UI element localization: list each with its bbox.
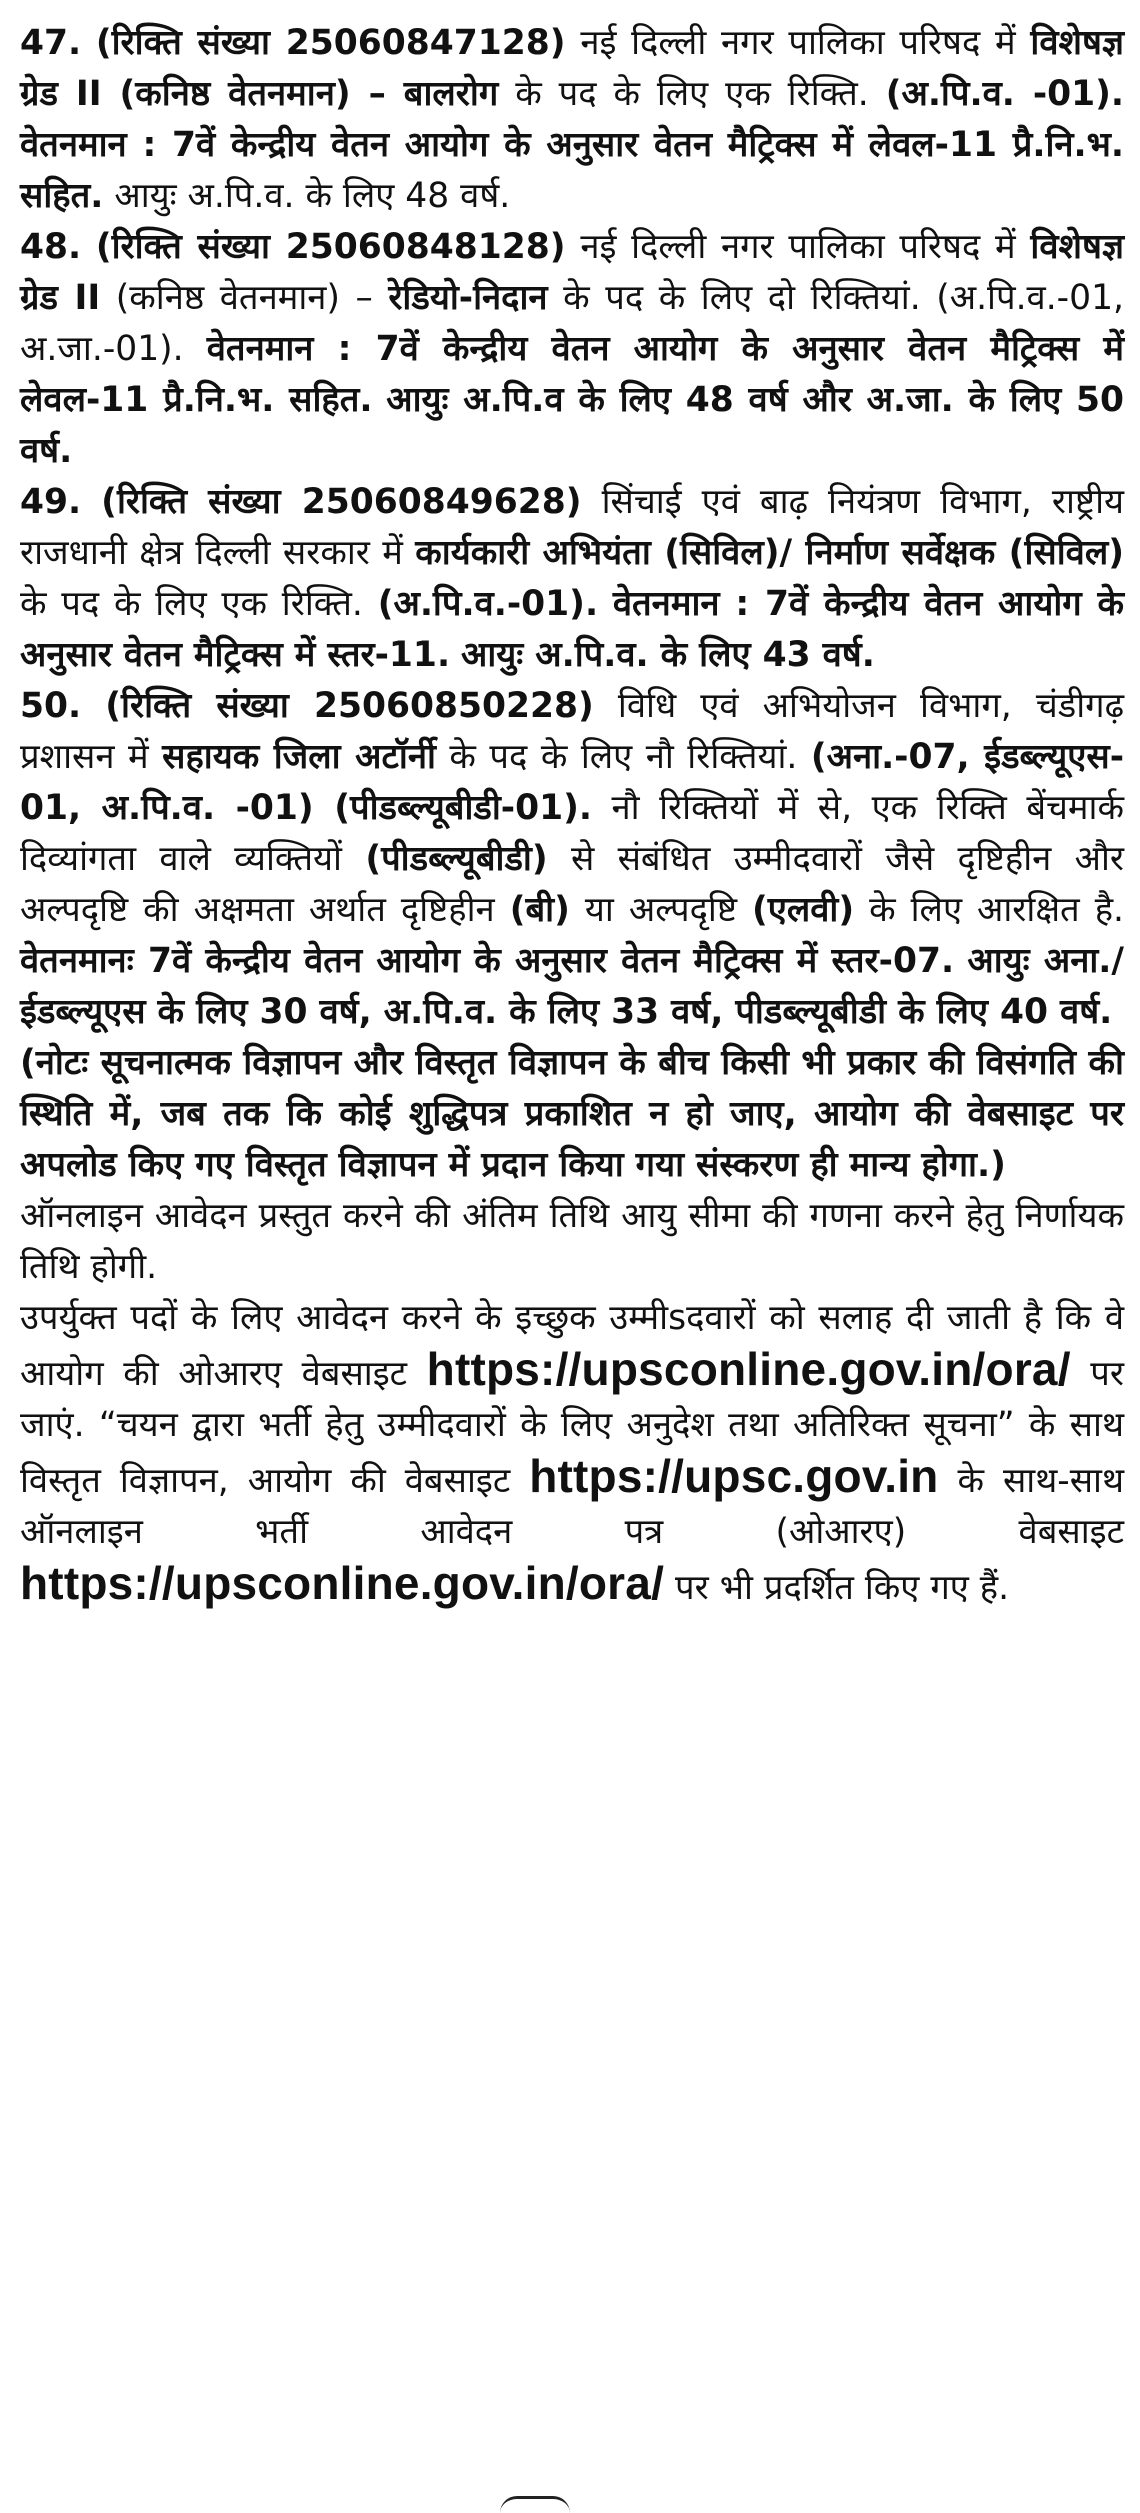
ora-website-link-2[interactable]: https://upsconline.gov.in/ora/ (20, 1557, 665, 1609)
item-number: 47. (20, 23, 82, 63)
pay-scale: वेतनमान : 7वें केन्द्रीय वेतन आयोग के अनुसार वेतन मैट्रिक्स में स्तर-11. (20, 584, 1125, 675)
vacancy-number: (रिक्ति संख्या 25060847128) (95, 23, 566, 63)
post-title-specialty: रेडियो-निदान (388, 278, 548, 318)
organization: सिंचाई एवं बाढ़ नियंत्रण विभाग, राष्ट्रीय राजधानी क्षेत्र दिल्ली सरकार में (20, 482, 1125, 573)
vacancy-number: (रिक्ति संख्या 25060848128) (95, 227, 566, 267)
advice-text: उपर्युक्त पदों के लिए आवेदन करने के इच्छुक उम्मीsदवारों को सलाह दी जाती है कि वे आयोग की ओआरए वेबसाइट (20, 1298, 1124, 1394)
pay-scale: वेतनमान : 7वें केन्द्रीय वेतन आयोग के अनुसार वेतन मैट्रिक्स में लेवल-11 प्रै.नि.भ. सहित. (20, 329, 1124, 420)
organization: विधि एवं अभियोजन विभाग, चंडीगढ़ प्रशासन में (20, 686, 1124, 777)
advice-text: पर जाएं. “चयन द्वारा भर्ती हेतु उम्मीदवारों के लिए अनुदेश तथा अतिरिक्त सूचना” के साथ विस्तृत विज्ञापन, आयोग की वेबसाइट (20, 1354, 1125, 1501)
pwbd-abbr: (पीडब्ल्यूबीडी) (365, 839, 548, 879)
item-number: 48. (20, 227, 82, 267)
vacancy-item-50 (20, 681, 1124, 1038)
post-title: विशेषज्ञ ग्रेड II (कनिष्ठ वेतनमान) – बालरोग (20, 23, 1125, 114)
advice-text: के साथ-साथ ऑनलाइन भर्ती आवेदन पत्र (ओआरए) वेबसाइट (20, 1461, 1125, 1552)
pay-scale: वेतनमान : 7वें केन्द्रीय वेतन आयोग के अनुसार वेतन मैट्रिक्स में लेवल-11 प्रै.नि.भ. सहित. (20, 125, 1124, 216)
vacancy-number: (रिक्ति संख्या 25060849628) (101, 482, 582, 522)
pwbd-text: के लिए आरक्षित है. (869, 890, 1125, 930)
post-title-scale: (कनिष्ठ वेतनमान) – (115, 278, 373, 318)
item-number: 50. (20, 686, 82, 726)
reservation: (अना.-07, ईडब्ल्यूएस- 01, अ.पि.व. -01) (पीडब्ल्यूबीडी-01). (20, 737, 1125, 828)
post-title: विशेषज्ञ ग्रेड II (20, 227, 1125, 318)
vacancy-count: के पद के लिए एक रिक्ति. (20, 584, 363, 624)
deadline-note: ऑनलाइन आवेदन प्रस्तुत करने की अंतिम तिथि आयु सीमा की गणना करने हेतु निर्णायक तिथि होगी. (20, 1196, 1124, 1287)
organization: नई दिल्ली नगर पालिका परिषद में (580, 227, 1016, 267)
advice-text: पर भी प्रदर्शित किए गए हैं. (675, 1568, 1010, 1608)
vacancy-item-47 (20, 18, 1124, 222)
post-title: कार्यकारी अभियंता (सिविल)/ निर्माण सर्वेक्षक (सिविल) (415, 533, 1124, 573)
pay-scale: वेतनमानः 7वें केन्द्रीय वेतन आयोग के अनुसार वेतन मैट्रिक्स में स्तर-07. (20, 941, 955, 981)
vacancy-item-48 (20, 222, 1124, 477)
discrepancy-note: (नोटः सूचनात्मक विज्ञापन और विस्तृत विज्ञापन के बीच किसी भी प्रकार की विसंगति की स्थिति में, जब तक कि कोई शुद्धिपत्र प्रकाशित न हो जाए, आयोग की वेबसाइट पर अपलोड किए गए विस्तृत विज्ञापन में प्रदान किया गया संस्करण ही मान्य होगा.) (20, 1043, 1124, 1185)
pwbd-lv: (एलवी) (752, 890, 855, 930)
vacancy-count: के पद के लिए दो रिक्तियां. (563, 278, 921, 318)
post-title: सहायक जिला अटॉर्नी (162, 737, 436, 777)
age-limit: आयुः अ.पि.व के लिए 48 वर्ष और अ.जा. के लिए 50 वर्ष. (20, 380, 1124, 471)
vacancy-number: (रिक्ति संख्या 25060850228) (105, 686, 594, 726)
pwbd-b: (बी) (509, 890, 570, 930)
page-cut-mark (500, 2496, 570, 2513)
pwbd-text: नौ रिक्तियों में से, एक रिक्ति बेंचमार्क दिव्यांगता वाले व्यक्तियों (20, 788, 1124, 879)
pwbd-text: या अल्पदृष्टि (584, 890, 737, 930)
reservation: (अ.पि.व.-01, अ.जा.-01). (20, 278, 1124, 369)
age-limit: आयुः अना./ईडब्ल्यूएस के लिए 30 वर्ष, अ.पि.व. के लिए 33 वर्ष, पीडब्ल्यूबीडी के लिए 40 वर्ष. (20, 941, 1124, 1032)
application-advice (20, 1293, 1124, 1614)
organization: नई दिल्ली नगर पालिका परिषद में (580, 23, 1016, 63)
age-limit: आयुः अ.पि.व. के लिए 48 वर्ष. (114, 176, 511, 216)
upsc-website-link[interactable]: https://upsc.gov.in (529, 1450, 939, 1502)
pwbd-text: से संबंधित उम्मीदवारों जैसे दृष्टिहीन और अल्पदृष्टि की अक्षमता अर्थात दृष्टिहीन (20, 839, 1125, 930)
reservation: (अ.पि.व. -01). (885, 74, 1125, 114)
vacancy-count: के पद के लिए एक रिक्ति. (515, 74, 869, 114)
vacancy-item-49 (20, 477, 1124, 681)
age-limit: आयुः अ.पि.व. के लिए 43 वर्ष. (461, 635, 875, 675)
ora-website-link[interactable]: https://upsconline.gov.in/ora/ (426, 1343, 1071, 1395)
reservation: (अ.पि.व.-01). (377, 584, 599, 624)
vacancy-count: के पद के लिए नौ रिक्तियां. (449, 737, 798, 777)
item-number: 49. (20, 482, 82, 522)
